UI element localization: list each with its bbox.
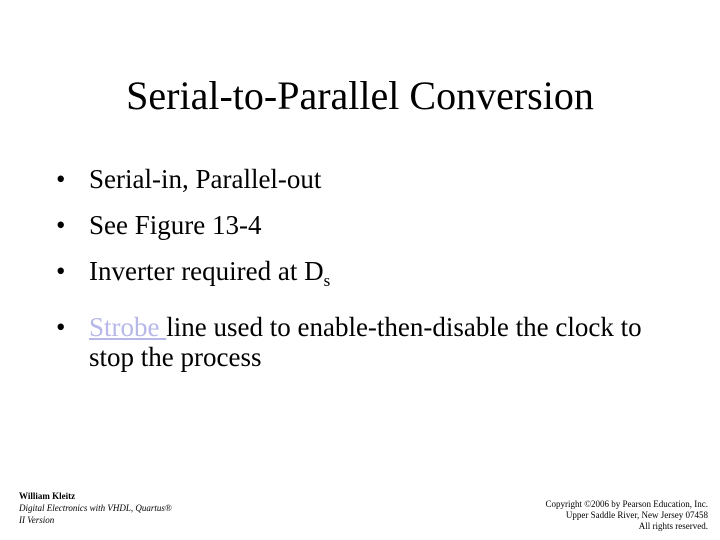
bullet-dot-icon: • xyxy=(56,164,66,194)
bullet-text xyxy=(89,256,676,296)
bullet-text: See Figure 13-4 xyxy=(89,210,262,240)
footer-copyright-line3: All rights reserved. xyxy=(638,521,708,531)
bullet-dot-icon: • xyxy=(56,312,66,342)
footer-book-line2: II Version xyxy=(19,515,55,525)
bullet-list xyxy=(56,164,676,388)
bullet-dot-icon: • xyxy=(56,256,66,286)
bullet-text-rest: line used to enable-then-disable the clock to stop the process xyxy=(89,312,642,372)
footer-author: William Kleitz xyxy=(19,491,76,501)
footer-right xyxy=(545,499,708,532)
bullet-item xyxy=(56,164,676,194)
slide-title: Serial-to-Parallel Conversion xyxy=(126,73,594,118)
subscript: s xyxy=(323,271,331,290)
bullet-text: Serial-in, Parallel-out xyxy=(89,164,322,194)
bullet-dot-icon: • xyxy=(56,210,66,240)
bullet-item xyxy=(56,210,676,240)
footer-book-line1: Digital Electronics with VHDL, Quartus® xyxy=(19,503,172,513)
bullet-text-main: Inverter required at D xyxy=(89,256,324,286)
strobe-link[interactable]: Strobe xyxy=(89,312,167,342)
bullet-item xyxy=(56,256,676,296)
bullet-text xyxy=(89,312,676,372)
footer-copyright-line1: Copyright ©2006 by Pearson Education, Inc. xyxy=(545,499,708,509)
footer-left xyxy=(19,490,172,526)
footer-copyright-line2: Upper Saddle River, New Jersey 07458 xyxy=(565,510,708,520)
bullet-item xyxy=(56,312,676,372)
